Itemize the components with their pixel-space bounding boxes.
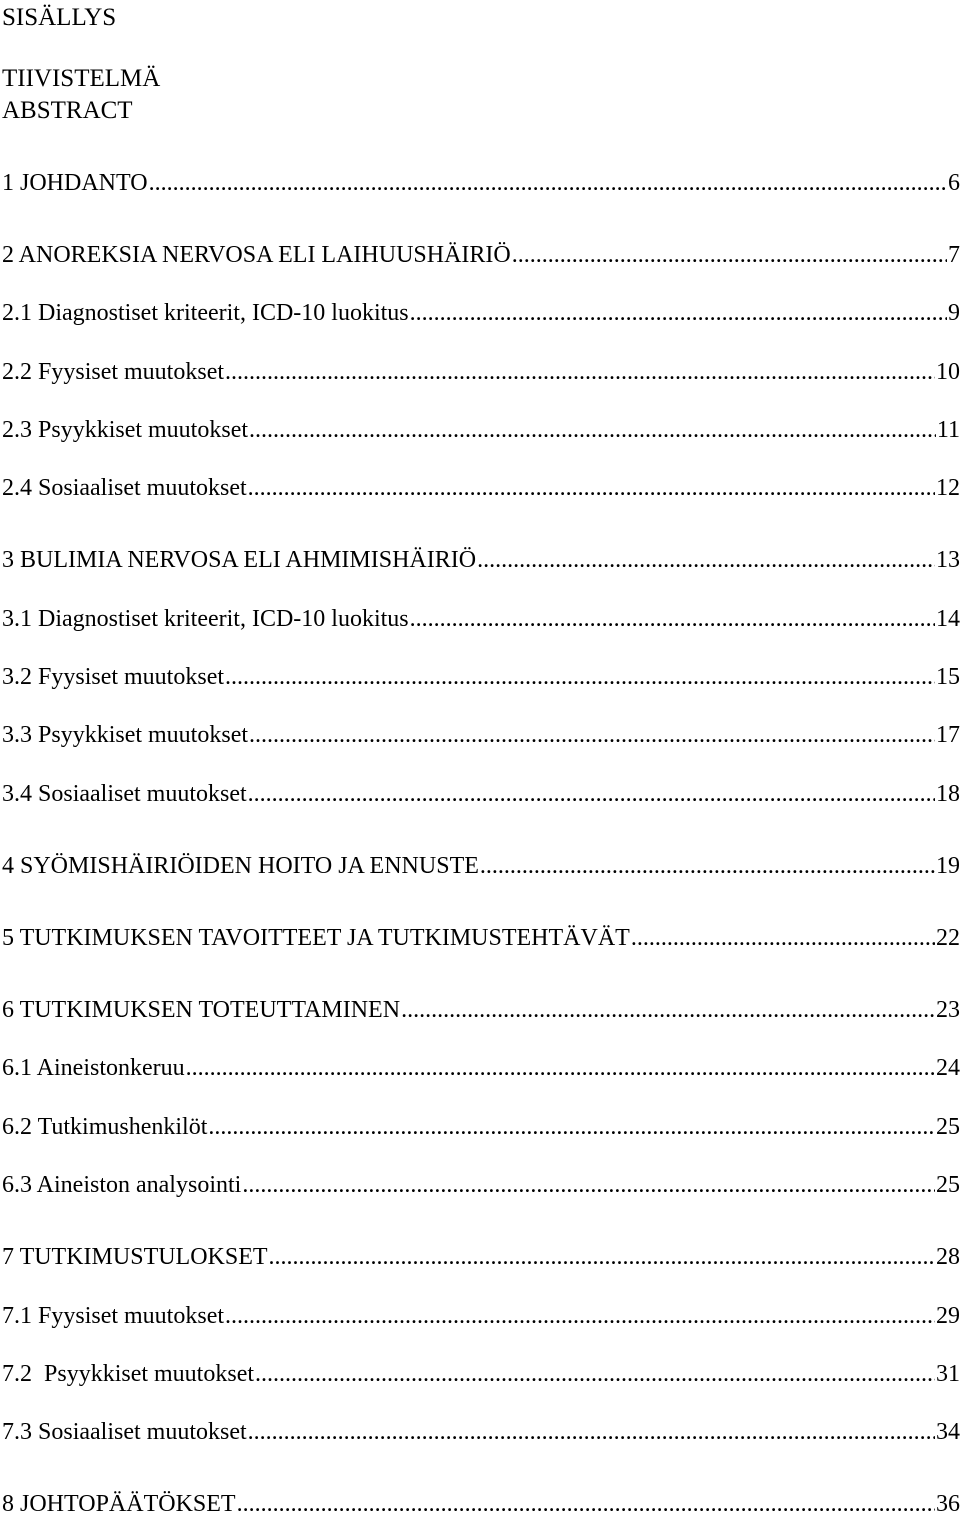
toc-entry-label: 7 TUTKIMUSTULOKSET [2,1244,268,1270]
toc-entry-page: 6 [948,170,960,196]
toc-entry-label: 7.2 Psyykkiset muutokset [2,1361,255,1387]
toc-entry-page: 23 [936,997,960,1023]
toc-entry-label: 6.1 Aineistonkeruu [2,1055,185,1081]
toc-entry-label: 4 SYÖMISHÄIRIÖIDEN HOITO JA ENNUSTE [2,853,479,879]
leader-dots [225,356,935,388]
toc-entry[interactable] [2,719,960,751]
toc-entry-page: 36 [936,1491,960,1517]
abstract-en-heading: ABSTRACT [2,97,133,124]
leader-dots [248,778,935,810]
toc-entry-page: 25 [936,1172,960,1198]
toc-entry-page: 11 [936,417,960,443]
toc-entry-label: 2.3 Psyykkiset muutokset [2,417,249,443]
leader-dots [249,719,935,751]
toc-entry-label: 6.3 Aineiston analysointi [2,1172,242,1198]
leader-dots [225,661,935,693]
toc-entry[interactable] [2,1111,960,1143]
toc-entry[interactable] [2,414,960,446]
toc-entry-label: 7.1 Fyysiset muutokset [2,1303,225,1329]
leader-dots [186,1052,935,1084]
toc-entry-page: 18 [936,781,960,807]
toc-entry[interactable] [2,922,960,954]
abstract-fi-heading: TIIVISTELMÄ [2,65,161,92]
toc-entry-label: 2.2 Fyysiset muutokset [2,359,225,385]
leader-dots [255,1358,935,1390]
toc-entry-page: 22 [936,925,960,951]
toc-entry-page: 24 [936,1055,960,1081]
toc-entry-page: 34 [936,1419,960,1445]
toc-entry-label: 3.3 Psyykkiset muutokset [2,722,249,748]
toc-entry-page: 28 [936,1244,960,1270]
toc-entry-label: 6.2 Tutkimushenkilöt [2,1114,208,1140]
toc-entry-label: 2.1 Diagnostiset kriteerit, ICD-10 luokitus [2,300,409,326]
toc-entry[interactable] [2,850,960,882]
toc-entry-page: 14 [936,606,960,632]
leader-dots [208,1111,935,1143]
toc-entry-page: 17 [936,722,960,748]
toc-entry[interactable] [2,994,960,1026]
leader-dots [512,239,947,271]
toc-entry[interactable] [2,297,960,329]
toc-entry-page: 7 [948,242,960,268]
toc-entry[interactable] [2,1169,960,1201]
toc-entry-label: 3.4 Sosiaaliset muutokset [2,781,247,807]
leader-dots [248,472,935,504]
toc-entry-page: 10 [936,359,960,385]
leader-dots [410,603,935,635]
toc-entry[interactable] [2,239,960,271]
toc-entry-label: 3.1 Diagnostiset kriteerit, ICD-10 luokitus [2,606,409,632]
toc-entry-label: 3 BULIMIA NERVOSA ELI AHMIMISHÄIRIÖ [2,547,477,573]
toc-entry[interactable] [2,1416,960,1448]
toc-entry[interactable] [2,472,960,504]
leader-dots [248,1416,935,1448]
leader-dots [631,922,935,954]
leader-dots [410,297,947,329]
leader-dots [249,414,936,446]
toc-entry-page: 25 [936,1114,960,1140]
toc-entry-page: 15 [936,664,960,690]
toc-entry[interactable] [2,1241,960,1273]
toc-entry-page: 19 [936,853,960,879]
leader-dots [242,1169,935,1201]
toc-entry[interactable] [2,778,960,810]
leader-dots [480,850,935,882]
toc-entry-page: 9 [948,300,960,326]
toc-entry-page: 13 [936,547,960,573]
toc-entry[interactable] [2,1052,960,1084]
toc-entry-label: 6 TUTKIMUKSEN TOTEUTTAMINEN [2,997,401,1023]
toc-entry-label: 7.3 Sosiaaliset muutokset [2,1419,247,1445]
leader-dots [401,994,935,1026]
toc-entry[interactable] [2,1358,960,1390]
toc-entry-label: 5 TUTKIMUKSEN TAVOITTEET JA TUTKIMUSTEHTÄVÄT [2,925,630,951]
toc-entry[interactable] [2,661,960,693]
toc-entry[interactable] [2,1300,960,1332]
leader-dots [237,1488,935,1520]
leader-dots [149,167,947,199]
toc-entry-label: 8 JOHTOPÄÄTÖKSET [2,1491,236,1517]
toc-entry[interactable] [2,356,960,388]
toc-entry-label: 3.2 Fyysiset muutokset [2,664,225,690]
toc-entry-page: 12 [936,475,960,501]
leader-dots [225,1300,935,1332]
leader-dots [477,544,935,576]
page-title: SISÄLLYS [2,4,117,31]
toc-entry[interactable] [2,603,960,635]
toc-entry-page: 29 [936,1303,960,1329]
leader-dots [269,1241,935,1273]
toc-entry-label: 1 JOHDANTO [2,170,148,196]
toc-entry[interactable] [2,1488,960,1520]
toc-entry-label: 2.4 Sosiaaliset muutokset [2,475,247,501]
toc-entry-label: 2 ANOREKSIA NERVOSA ELI LAIHUUSHÄIRIÖ [2,242,511,268]
toc-entry-page: 31 [936,1361,960,1387]
toc-entry[interactable] [2,167,960,199]
toc-entry[interactable] [2,544,960,576]
